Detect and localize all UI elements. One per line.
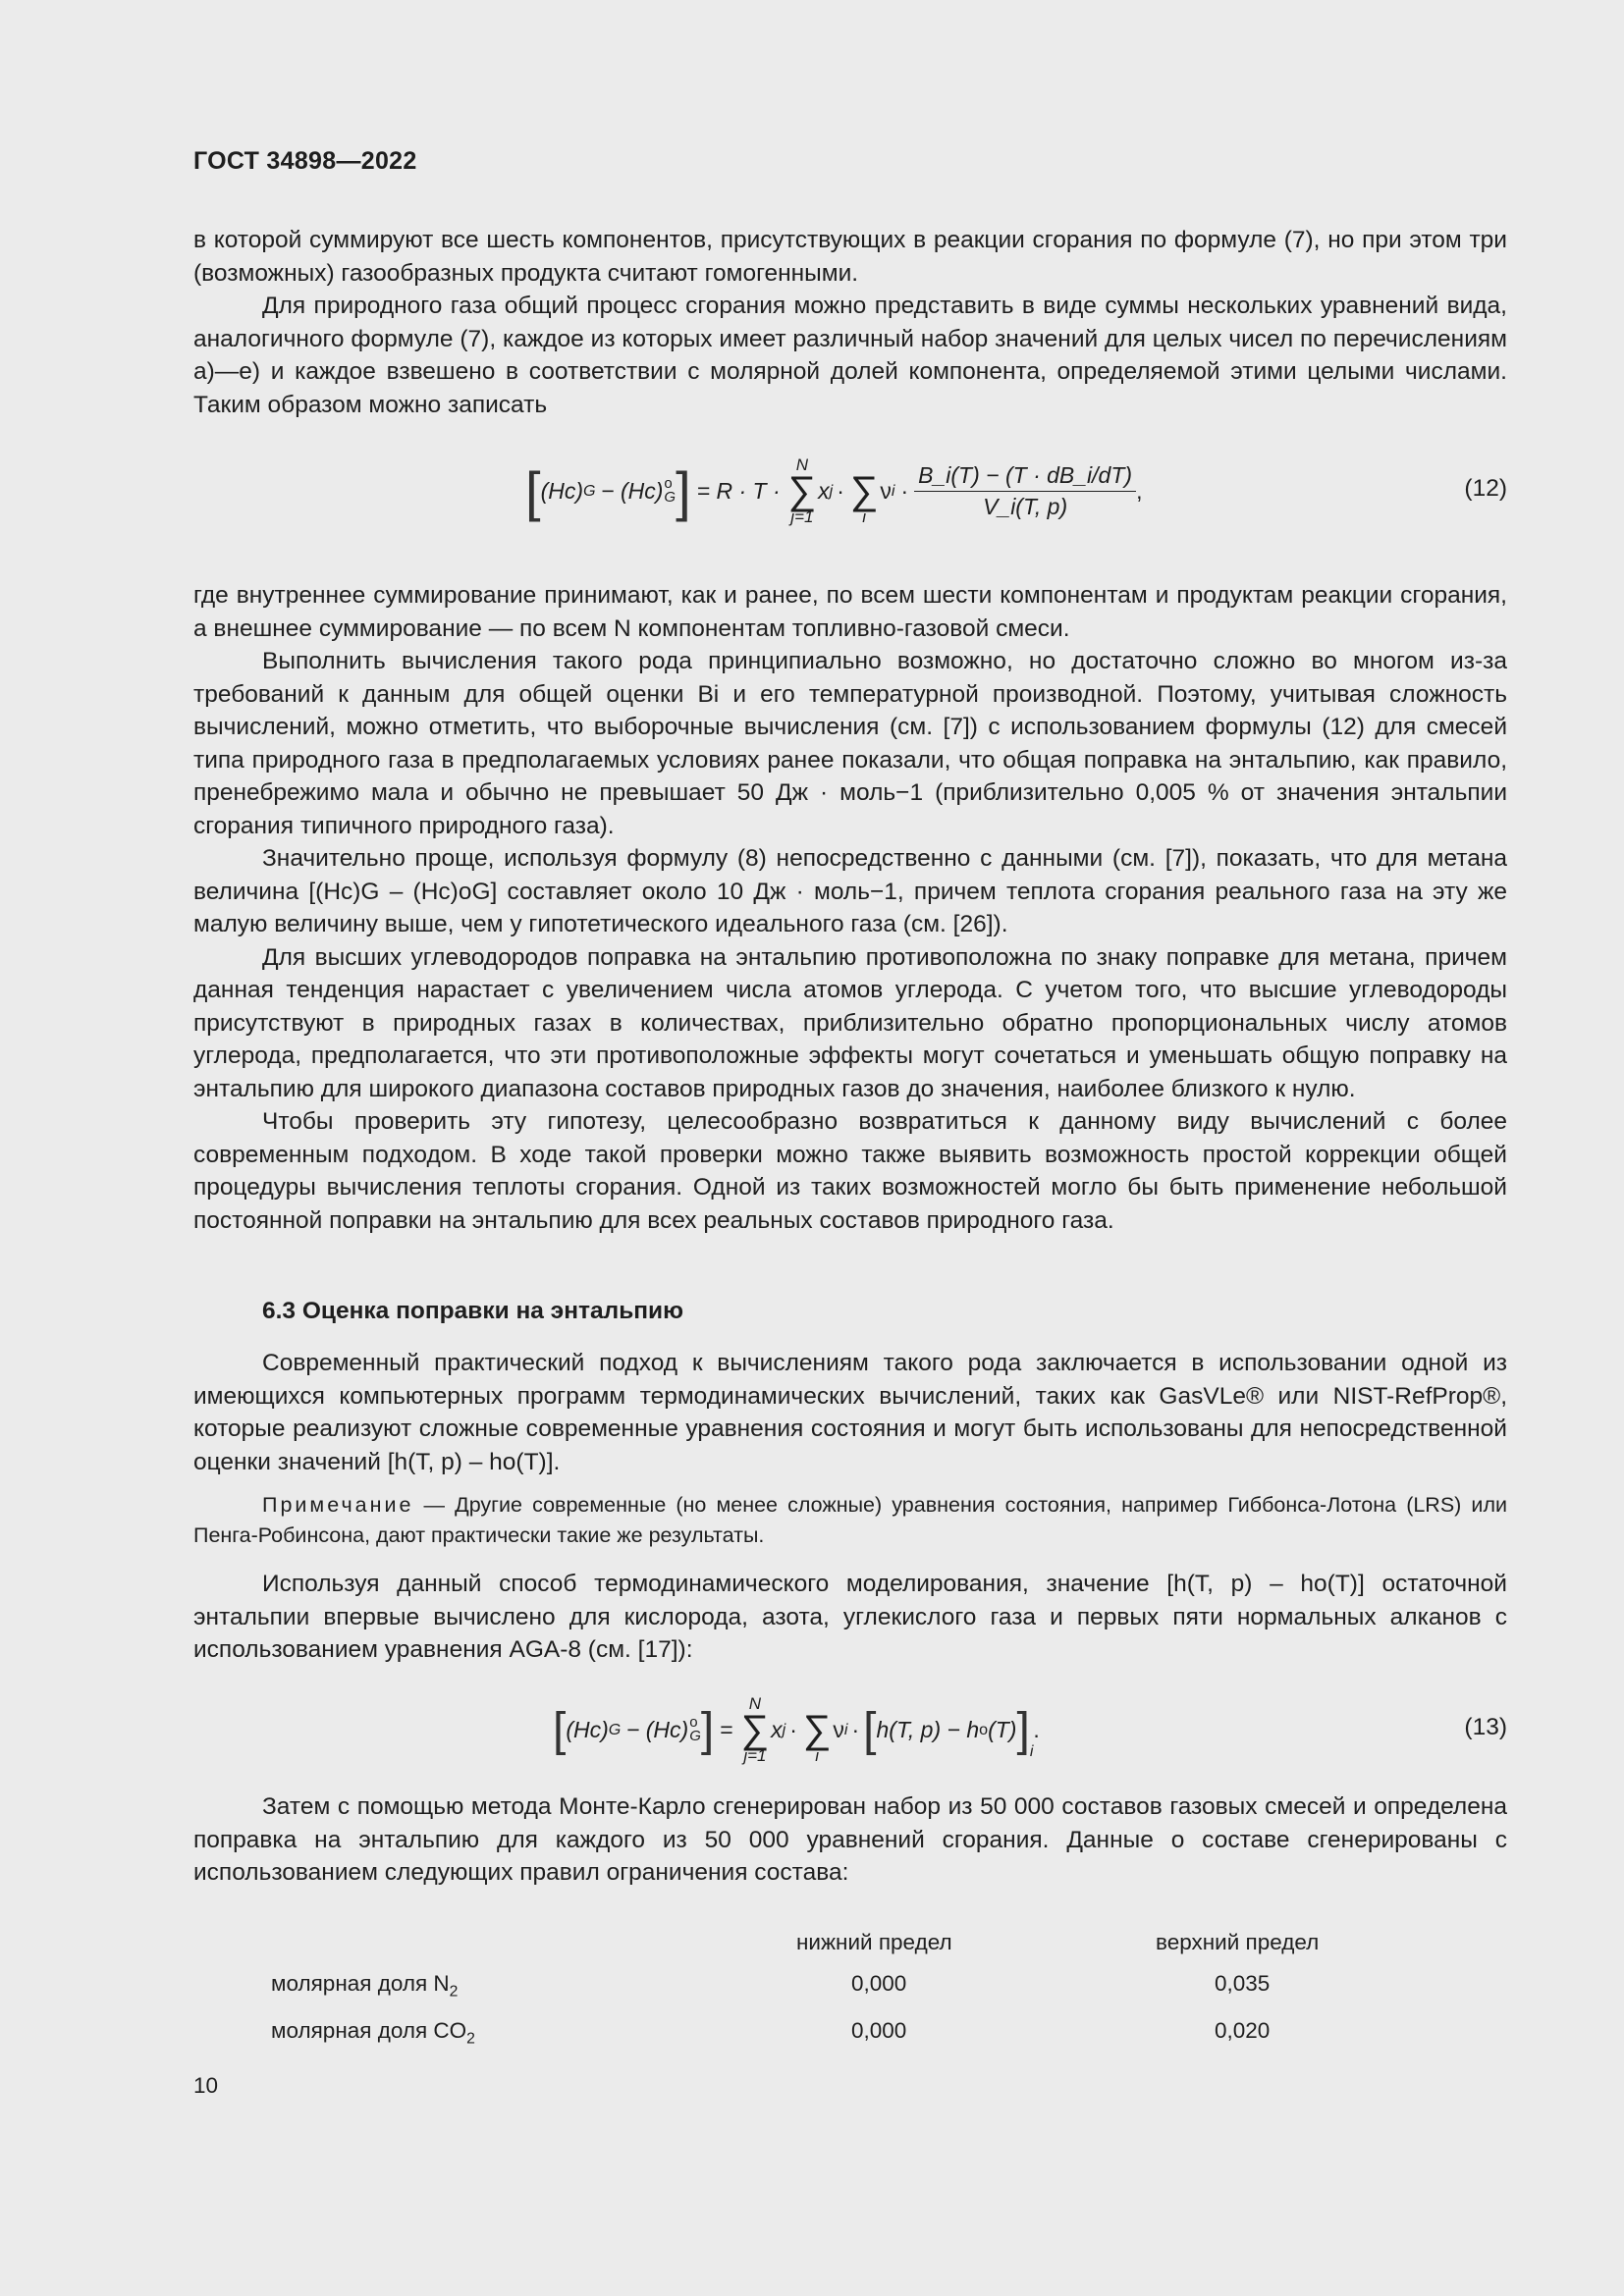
lower-value: 0,000: [851, 2018, 907, 2043]
body-text-2: [193, 1568, 1507, 1667]
sum-symbol: ∑ i: [849, 469, 879, 526]
fraction: $\frac{B\_i(T) - (T \cdot dB\_i/dT)}{V\_i(T, p)}$: [914, 462, 1136, 520]
intro-text: [193, 224, 1507, 421]
paragraph: Используя данный способ термодинамического моделирования, значение [h(T, p) – ho(T)] остаточной энтальпии впервые вычислено для кислорода, азота, углекислого газа и первых пяти нормальных алканов с использованием уравнения AGA-8 (см. [17]):: [193, 1571, 1507, 1663]
upper-value: 0,020: [1215, 2018, 1271, 2043]
formula-number: (12): [1464, 475, 1507, 502]
formula-12: [ (Hc) G − (Hc) o G ] = R · T · N ∑ j=1 x j · ∑ i ν i · $\frac{B\_i(T) - (T \cdot dB\_i/dT)}{V\_i(T, p)}$ , (12): [525, 455, 1507, 526]
row-label: молярная доля $CO_2$: [271, 2018, 475, 2048]
sum-symbol: ∑ i: [802, 1708, 832, 1765]
sum-symbol: N ∑ j=1: [787, 455, 817, 526]
paragraph: Значительно проще, используя формулу (8) непосредственно с данными (см. [7]), показать, что для метана величина [(Hc)G – (Hc)oG] составляет около 10 Дж · моль−1, причем теплота сгорания реального газа на эту же малую величину выше, чем у гипотетического идеального газа (см. [26]).: [193, 845, 1507, 937]
paragraph: где внутреннее суммирование принимают, как и ранее, по всем шести компонентам и продуктам реакции сгорания, а внешнее суммирование — по всем N компонентам топливно-газовой смеси.: [193, 582, 1507, 642]
paragraph: Для высших углеводородов поправка на энтальпию противоположна по знаку поправке для метана, причем данная тенденция нарастает с увеличением числа атомов углерода. С учетом того, что высшие углеводороды присутствуют в природных газах в количествах, приблизительно обратно пропорциональных числу атомов углерода, предполагается, что эти противоположные эффекты могут сочетаться и уменьшать общую поправку на энтальпию для широкого диапазона составов природных газов до значения, наиболее близкого к нулю.: [193, 943, 1507, 1102]
paragraph: Чтобы проверить эту гипотезу, целесообразно возвратиться к данному виду вычислений с более современным подходом. В ходе такой проверки можно также выявить возможность простой коррекции общей процедуры вычисления теплоты сгорания. Одной из таких возможностей могло бы быть применение небольшой постоянной поправки на энтальпию для всех реальных составов природного газа.: [193, 1108, 1507, 1234]
note-label: Примечание: [262, 1493, 414, 1517]
limits-table: [193, 1930, 1507, 2057]
column-header-upper: верхний предел: [1156, 1930, 1320, 1954]
body-text: [193, 579, 1507, 1237]
paragraph: в которой суммируют все шесть компонентов, присутствующих в реакции сгорания по формуле (7), но при этом три (возможных) газообразных продукта считают гомогенными.: [193, 227, 1507, 287]
row-label: молярная доля $N_2$: [271, 1971, 459, 2001]
column-header-lower: нижний предел: [796, 1930, 952, 1954]
paragraph: Для природного газа общий процесс сгорания можно представить в виде суммы нескольких уравнений вида, аналогичного формуле (7), каждое из которых имеет различный набор значений для целых чисел по перечислениям а)—е) и каждое взвешено в соответствии с молярной долей компонента, определяемой этими целыми числами. Таким образом можно записать: [193, 293, 1507, 418]
paragraph: Выполнить вычисления такого рода принципиально возможно, но достаточно сложно во многом из-за требований к данным для общей оценки Bi и его температурной производной. Поэтому, учитывая сложность вычислений, можно отметить, что выборочные вычисления (см. [7]) с использованием формулы (12) для смесей типа природного газа в предполагаемых условиях ранее показали, что общая поправка на энтальпию, как правило, пренебрежимо мала и обычно не превышает 50 Дж · моль−1 (приблизительно 0,005 % от значения энтальпии сгорания типичного природного газа).: [193, 648, 1507, 839]
section-heading: 6.3 Оценка поправки на энтальпию: [262, 1298, 684, 1324]
section-text: [193, 1347, 1507, 1478]
formula-13: [ (Hc) G − (Hc) o G ] = N ∑ j=1 x j · ∑ i ν i · [ h(T, p) − h o (T) ] $_i$ . (13): [553, 1694, 1507, 1765]
paragraph: Современный практический подход к вычислениям такого рода заключается в использовании одной из имеющихся компьютерных программ термодинамических вычислений, таких как GasVLe® или NIST-RefProp®, которые реализуют сложные современные уравнения состояния и могут быть использованы для непосредственной оценки значений [h(T, p) – ho(T)].: [193, 1350, 1507, 1475]
lower-value: 0,000: [851, 1971, 907, 1996]
upper-value: 0,035: [1215, 1971, 1271, 1996]
sum-symbol: N ∑ j=1: [740, 1694, 770, 1765]
note: [193, 1490, 1507, 1551]
body-text-3: [193, 1790, 1507, 1890]
formula-number: (13): [1464, 1714, 1507, 1740]
paragraph: Затем с помощью метода Монте-Карло сгенерирован набор из 50 000 составов газовых смесей и определена поправка на энтальпию для каждого из 50 000 уравнений сгорания. Данные о составе сгенерированы с использованием следующих правил ограничения состава:: [193, 1793, 1507, 1886]
note-text: — Другие современные (но менее сложные) уравнения состояния, например Гиббонса-Лотона (LRS) или Пенга-Робинсона, дают практически такие же результаты.: [193, 1493, 1507, 1547]
page-number: 10: [193, 2073, 219, 2098]
document-header: ГОСТ 34898—2022: [193, 147, 417, 175]
